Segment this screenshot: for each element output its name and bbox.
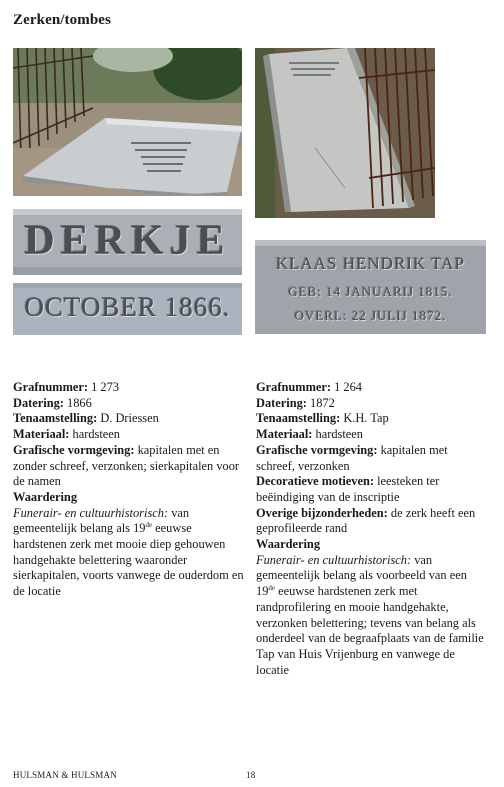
inscription-died-text: OVERL: 22 JULIJ 1872. xyxy=(294,308,447,323)
page-title: Zerken/tombes xyxy=(13,12,111,28)
field-grafische-vormgeving: Grafische vormgeving: kapitalen met en zonder schreef, verzonken; sierkapitalen voor de namen xyxy=(13,442,240,489)
field-grafnummer: Grafnummer: 1 264 xyxy=(256,380,362,394)
field-grafnummer: Grafnummer: 1 273 xyxy=(13,380,119,394)
field-materiaal: Materiaal: hardsteen xyxy=(256,427,363,442)
inscription-photo-derkje xyxy=(13,209,242,275)
field-datering: Datering: 1872 xyxy=(256,395,335,410)
field-waardering-heading: Waardering xyxy=(256,537,321,552)
page-number: 18 xyxy=(246,770,256,780)
field-waardering-heading: Waardering xyxy=(13,489,78,504)
inscription-date-text: OCTOBER 1866. xyxy=(24,292,231,322)
field-waardering-text: Funerair- en cultuurhistorisch: van gemeentelijk belang als 19de eeuwse hardstenen zerk met mooie diep gehouwen handgehakte belettering waaronder sierkapitalen, voorts vanwege de ouderdom en de locatie xyxy=(13,505,244,599)
field-tenaamstelling: Tenaamstelling: K.H. Tap xyxy=(256,411,389,426)
field-overige-bijzonderheden: Overige bijzonderheden: de zerk heeft een geprofileerde rand xyxy=(256,505,476,536)
inscription-photo-date xyxy=(13,283,242,335)
inscription-photo-tap xyxy=(255,240,486,334)
inscription-born-text: GEB: 14 JANUARIJ 1815. xyxy=(288,284,453,299)
inscription-name-text: KLAAS HENDRIK TAP xyxy=(275,254,466,273)
field-decoratieve-motieven: Decoratieve motieven: leesteken ter beëindiging van de inscriptie xyxy=(256,474,440,504)
tomb-photo-right xyxy=(255,48,435,218)
footer-publisher: HULSMAN & HULSMAN xyxy=(13,770,117,780)
field-tenaamstelling: Tenaamstelling: D. Driessen xyxy=(13,411,159,426)
record-right xyxy=(256,380,488,678)
field-materiaal: Materiaal: hardsteen xyxy=(13,427,120,442)
record-left xyxy=(13,380,245,600)
tomb-photo-left xyxy=(13,48,242,196)
field-datering: Datering: 1866 xyxy=(13,395,92,410)
field-waardering-text: Funerair- en cultuurhistorisch: van gemeentelijk belang als voorbeeld van een 19de eeuwse hardstenen zerk met randprofilering en mooie handgehakte, verzonken belettering; tevens van belang als onderdeel van de begraafplaats van de familie Tap van Huis Vrijenburg en vanwege de locatie xyxy=(256,552,484,677)
inscription-derkje-text: DERKJE xyxy=(24,218,231,264)
field-grafische-vormgeving: Grafische vormgeving: kapitalen met schreef, verzonken xyxy=(256,442,448,473)
